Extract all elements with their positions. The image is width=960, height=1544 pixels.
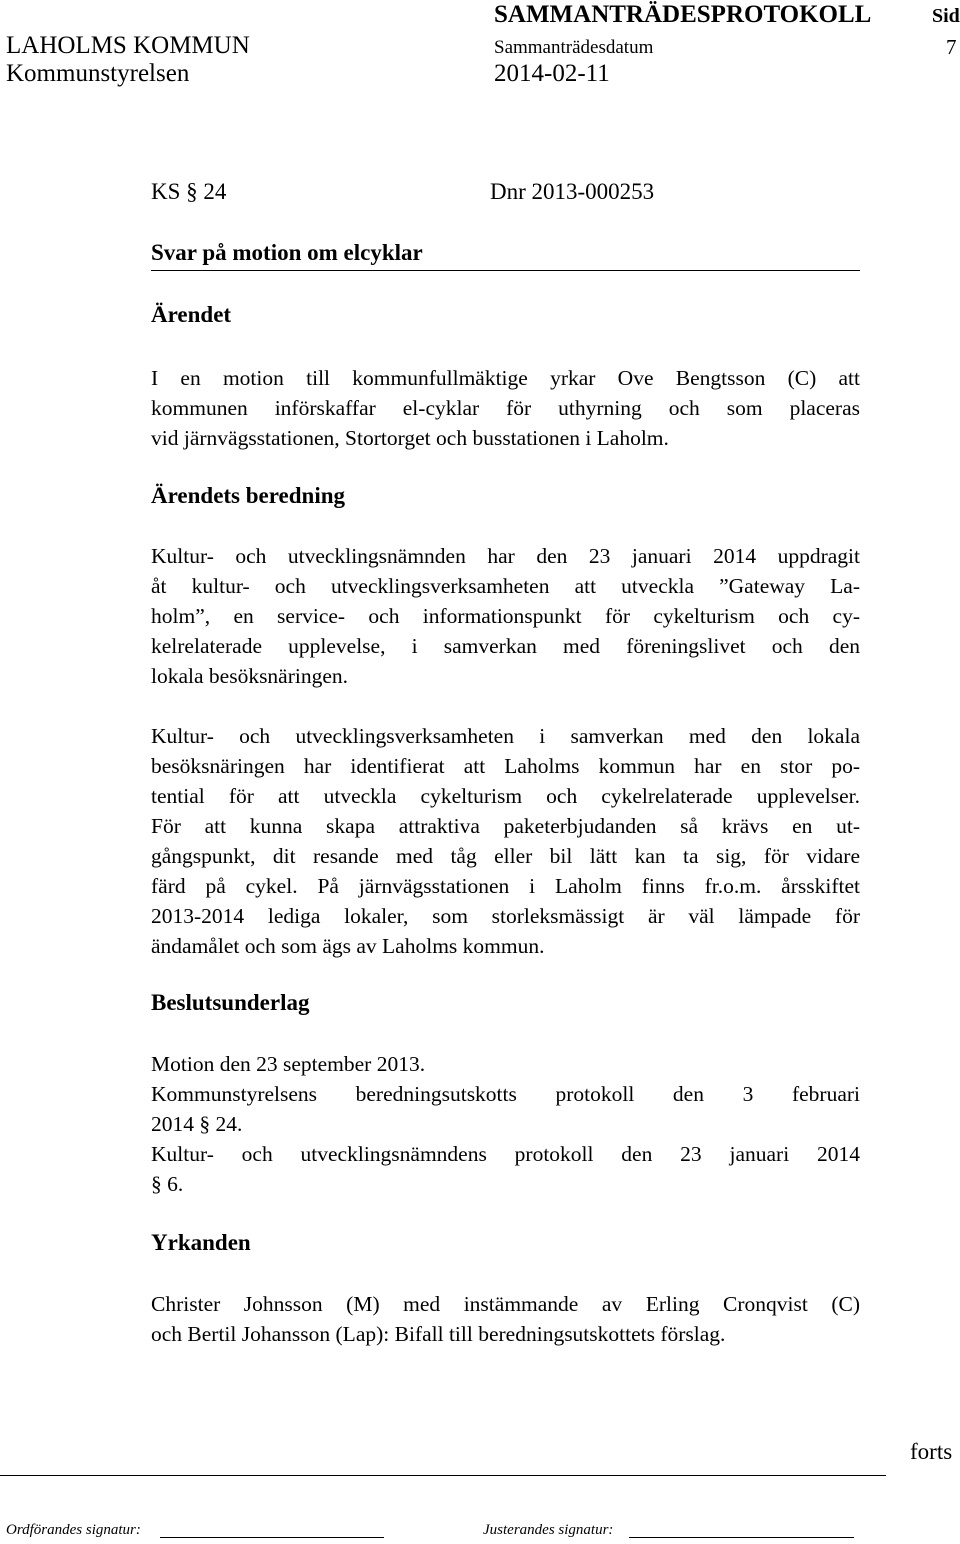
text-line: och Bertil Johansson (Lap): Bifall till beredningsutskottets förslag.	[151, 1322, 726, 1346]
footer-divider	[0, 1475, 886, 1476]
text-line: Motion den 23 september 2013.	[151, 1052, 426, 1076]
meeting-date: 2014-02-11	[494, 60, 610, 87]
page-number: 7	[946, 35, 957, 59]
text-line: Christer Johnsson (M) med instämmande av Erling Cronqvist (C)	[151, 1292, 860, 1316]
sid-label: Sid	[932, 5, 960, 27]
title-underline	[151, 270, 860, 271]
text-line: besöksnäringen har identifierat att Laholms kommun har en stor po-	[151, 754, 860, 778]
text-line: kommunen införskaffar el-cyklar för uthyrning och som placeras	[151, 396, 860, 420]
text-line: tential för att utveckla cykelturism och cykelrelaterade upplevelser.	[151, 784, 860, 808]
paragraph-beslutsunderlag	[151, 1049, 860, 1199]
case-number: KS § 24	[151, 179, 227, 204]
paragraph-yrkanden	[151, 1289, 860, 1349]
case-dnr: Dnr 2013-000253	[490, 179, 655, 204]
continued-marker: forts	[910, 1439, 953, 1464]
section-heading-beredning: Ärendets beredning	[151, 483, 346, 508]
text-line: 2013-2014 lediga lokaler, som storleksmässigt är väl lämpade för	[151, 904, 860, 928]
chair-signature-line	[160, 1537, 384, 1538]
text-line: I en motion till kommunfullmäktige yrkar Ove Bengtsson (C) att	[151, 366, 860, 390]
text-line: Kommunstyrelsens beredningsutskotts protokoll den 3 februari	[151, 1082, 860, 1106]
text-line: Kultur- och utvecklingsnämnden har den 23 januari 2014 uppdragit	[151, 544, 860, 568]
text-line: åt kultur- och utvecklingsverksamheten att utveckla ”Gateway La-	[151, 574, 860, 598]
text-line: § 6.	[151, 1172, 184, 1196]
text-line: 2014 § 24.	[151, 1112, 243, 1136]
paragraph-arendet	[151, 363, 860, 453]
text-line: ändamålet och som ägs av Laholms kommun.	[151, 934, 545, 958]
text-line: holm”, en service- och informationspunkt för cykelturism och cy-	[151, 604, 860, 628]
case-title: Svar på motion om elcyklar	[151, 240, 423, 265]
text-line: Kultur- och utvecklingsnämndens protokoll den 23 januari 2014	[151, 1142, 860, 1166]
document-type: SAMMANTRÄDESPROTOKOLL	[494, 1, 872, 28]
chair-signature-label: Ordförandes signatur:	[6, 1522, 141, 1538]
text-line: färd på cykel. På järnvägsstationen i Laholm finns fr.o.m. årsskiftet	[151, 874, 860, 898]
adjuster-signature-line	[629, 1537, 854, 1538]
section-heading-arendet: Ärendet	[151, 302, 232, 327]
text-line: vid järnvägsstationen, Stortorget och busstationen i Laholm.	[151, 426, 669, 450]
section-heading-beslutsunderlag: Beslutsunderlag	[151, 990, 310, 1015]
text-line: Kultur- och utvecklingsverksamheten i samverkan med den lokala	[151, 724, 860, 748]
text-line: gångspunkt, dit resande med tåg eller bil lätt kan ta sig, för vidare	[151, 844, 860, 868]
text-line: För att kunna skapa attraktiva paketerbjudanden så krävs en ut-	[151, 814, 860, 838]
adjuster-signature-label: Justerandes signatur:	[483, 1522, 614, 1538]
text-line: kelrelaterade upplevelse, i samverkan med föreningslivet och den	[151, 634, 860, 658]
text-line: lokala besöksnäringen.	[151, 664, 349, 688]
department-name: Kommunstyrelsen	[6, 60, 190, 87]
section-heading-yrkanden: Yrkanden	[151, 1230, 251, 1255]
paragraph-beredning-2	[151, 721, 860, 961]
organization-name: LAHOLMS KOMMUN	[6, 32, 250, 59]
meeting-date-label: Sammanträdesdatum	[494, 37, 654, 58]
paragraph-beredning-1	[151, 541, 860, 691]
